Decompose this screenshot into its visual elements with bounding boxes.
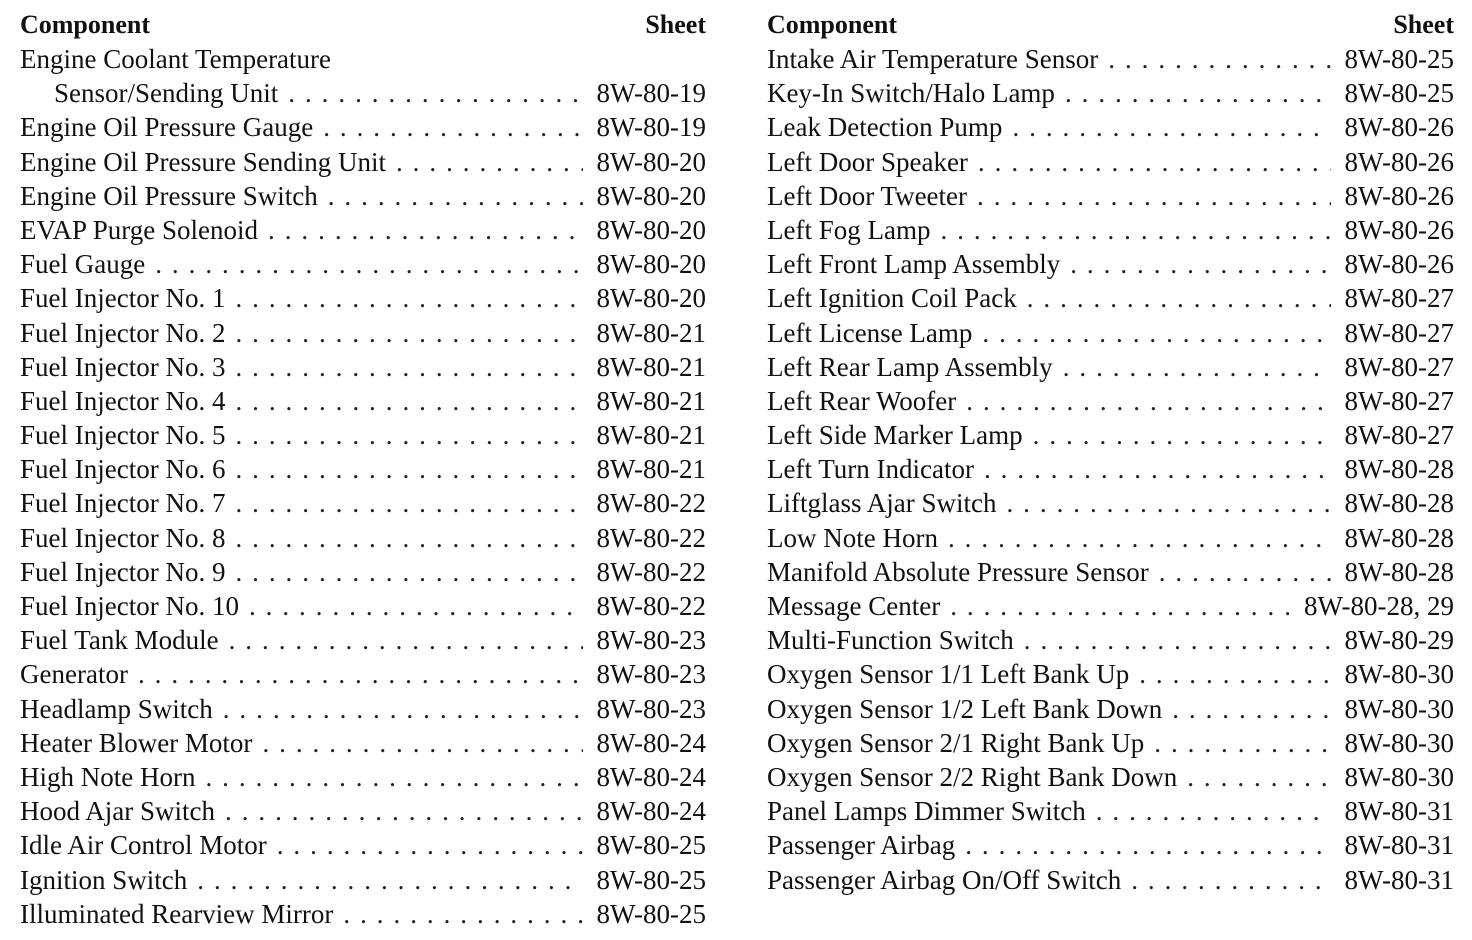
list-item [767,794,1454,828]
list-item [767,247,1454,281]
sheet-ref: 8W-80-20 [596,249,706,280]
component-name: Oxygen Sensor 1/2 Left Bank Down [767,693,1163,724]
list-item [767,179,1454,213]
leader-dots [323,110,582,144]
leader-dots [984,452,1331,486]
list-item [20,213,706,247]
sheet-ref: 8W-80-22 [596,488,706,519]
list-item [767,452,1454,486]
leader-dots [235,418,582,452]
sheet-ref: 8W-80-24 [596,761,706,792]
list-item [20,247,706,281]
list-item [767,760,1454,794]
right-column-header [767,8,1454,42]
sheet-ref: 8W-80-26 [1344,180,1454,211]
component-name: Fuel Injector No. 9 [20,556,226,587]
leader-dots [1131,863,1330,897]
sheet-ref: 8W-80-19 [596,78,706,109]
leader-dots [1033,418,1331,452]
sheet-ref: 8W-80-21 [596,454,706,485]
component-name: Message Center [767,591,941,621]
sheet-ref: 8W-80-20 [596,283,706,314]
list-item [20,42,706,76]
sheet-ref: 8W-80-23 [596,659,706,690]
sheet-ref: 8W-80-25 [596,830,706,861]
list-item [767,486,1454,520]
component-name: Oxygen Sensor 2/1 Right Bank Up [767,727,1145,758]
leader-dots [268,213,582,247]
leader-dots [262,726,582,760]
sheet-ref: 8W-80-24 [596,796,706,827]
leader-dots [1187,760,1330,794]
sheet-ref: 8W-80-20 [596,146,706,177]
sheet-ref: 8W-80-31 [1344,830,1454,861]
list-item [767,623,1454,657]
sheet-ref: 8W-80-27 [1344,385,1454,416]
sheet-ref: 8W-80-25 [596,864,706,895]
list-item [767,42,1454,76]
sheet-ref: 8W-80-25 [1344,44,1454,74]
list-item [20,350,706,384]
list-item [20,110,706,144]
list-item [767,863,1454,897]
list-item [20,76,706,110]
component-name: Panel Lamps Dimmer Switch [767,796,1086,827]
sheet-ref: 8W-80-25 [596,898,706,929]
component-name: Engine Oil Pressure Sending Unit [20,146,386,177]
right-column [767,8,1454,897]
component-name: Ignition Switch [20,864,188,895]
list-item [20,589,706,623]
sheet-ref: 8W-80-30 [1344,693,1454,724]
list-item [20,452,706,486]
component-name: Left Fog Lamp [767,214,931,245]
sheet-ref: 8W-80-28 [1344,556,1454,587]
component-name: Fuel Gauge [20,249,146,280]
sheet-ref: 8W-80-31 [1344,864,1454,895]
leader-dots [1065,76,1331,110]
list-item [767,384,1454,418]
list-item [20,863,706,897]
list-item [767,281,1454,315]
leader-dots [235,316,582,350]
leader-dots [1139,657,1330,691]
component-name: Manifold Absolute Pressure Sensor [767,556,1149,587]
component-name: Generator [20,659,128,690]
component-name: Fuel Injector No. 6 [20,454,226,485]
leader-dots [940,213,1330,247]
component-name: Passenger Airbag [767,830,956,861]
component-name: Oxygen Sensor 2/2 Right Bank Down [767,761,1178,792]
sheet-ref: 8W-80-27 [1344,420,1454,451]
sheet-ref: 8W-80-21 [596,420,706,451]
leader-dots [235,521,582,555]
list-item [20,692,706,726]
component-name: Left Front Lamp Assembly [767,249,1061,280]
left-column [20,8,706,931]
leader-dots [1096,794,1331,828]
list-item [20,179,706,213]
component-name: Multi-Function Switch [767,625,1014,656]
sheet-ref: 8W-80-19 [596,112,706,143]
component-name: Leak Detection Pump [767,112,1003,143]
leader-dots [1159,555,1331,589]
leader-dots [1063,350,1331,384]
component-name: Left License Lamp [767,317,973,348]
list-item [20,657,706,691]
component-name: Illuminated Rearview Mirror [20,898,334,929]
sheet-ref: 8W-80-31 [1344,796,1454,827]
sheet-ref: 8W-80-27 [1344,283,1454,314]
component-name: Intake Air Temperature Sensor [767,44,1099,74]
leader-dots [948,521,1331,555]
list-item [767,555,1454,589]
header-sheet: Sheet [645,10,706,39]
component-name: Heater Blower Motor [20,727,253,758]
component-name: Fuel Injector No. 5 [20,420,226,451]
leader-dots [288,76,582,110]
left-component-list [20,42,706,931]
leader-dots [235,452,582,486]
list-item [767,145,1454,179]
sheet-ref: 8W-80-28, 29 [1304,591,1454,621]
component-name: EVAP Purge Solenoid [20,214,259,245]
list-item [20,418,706,452]
sheet-ref: 8W-80-23 [596,625,706,656]
leader-dots [978,145,1331,179]
component-name: High Note Horn [20,761,196,792]
list-item [20,897,706,931]
leader-dots [277,828,583,862]
list-item [767,110,1454,144]
sheet-ref: 8W-80-22 [596,591,706,621]
list-item [767,692,1454,726]
component-name: Left Rear Woofer [767,385,957,416]
leader-dots [197,863,582,897]
right-component-list [767,42,1454,897]
leader-dots [235,555,582,589]
leader-dots [1070,247,1330,281]
list-item [767,828,1454,862]
leader-dots [1108,42,1330,76]
list-item [767,589,1454,623]
component-name: Left Side Marker Lamp [767,420,1023,451]
leader-dots [966,384,1330,418]
list-item [767,316,1454,350]
leader-dots [1027,281,1331,315]
list-item [20,726,706,760]
leader-dots [235,350,582,384]
sheet-ref: 8W-80-21 [596,351,706,382]
list-item [767,521,1454,555]
header-component: Component [767,10,898,39]
sheet-ref: 8W-80-30 [1344,659,1454,690]
sheet-ref: 8W-80-27 [1344,317,1454,348]
leader-dots [235,486,582,520]
leader-dots [1006,486,1330,520]
list-item [20,555,706,589]
component-name: Left Rear Lamp Assembly [767,351,1053,382]
component-name: Fuel Injector No. 4 [20,385,226,416]
component-name: Left Door Tweeter [767,180,968,211]
list-item [20,316,706,350]
component-name: Fuel Injector No. 10 [20,591,239,621]
leader-dots [223,692,583,726]
component-name: Fuel Injector No. 3 [20,351,226,382]
component-name: Headlamp Switch [20,693,213,724]
component-name: Hood Ajar Switch [20,796,215,827]
sheet-ref: 8W-80-28 [1344,488,1454,519]
sheet-ref: 8W-80-26 [1344,214,1454,245]
sheet-ref: 8W-80-23 [596,693,706,724]
component-name: Left Turn Indicator [767,454,974,485]
leader-dots [235,281,582,315]
list-item [20,794,706,828]
component-name: Left Door Speaker [767,146,968,177]
leader-dots [1024,623,1331,657]
sheet-ref: 8W-80-29 [1344,625,1454,656]
list-item [767,76,1454,110]
sheet-ref: 8W-80-21 [596,317,706,348]
list-item [20,384,706,418]
sheet-ref: 8W-80-28 [1344,454,1454,485]
header-sheet: Sheet [1393,10,1454,39]
leader-dots [343,897,582,931]
sheet-ref: 8W-80-26 [1344,146,1454,177]
leader-dots [1012,110,1330,144]
list-item [20,760,706,794]
leader-dots [155,247,582,281]
sheet-ref: 8W-80-20 [596,214,706,245]
list-item [767,418,1454,452]
component-name: Left Ignition Coil Pack [767,283,1017,314]
leader-dots [225,794,583,828]
sheet-ref: 8W-80-30 [1344,761,1454,792]
component-name: Fuel Tank Module [20,625,219,656]
sheet-ref: 8W-80-24 [596,727,706,758]
leader-dots [138,657,583,691]
leader-dots [1154,726,1330,760]
sheet-ref: 8W-80-27 [1344,351,1454,382]
leader-dots [205,760,582,794]
component-name: Low Note Horn [767,522,938,553]
list-item [20,145,706,179]
component-name: Fuel Injector No. 1 [20,283,226,314]
leader-dots [965,828,1330,862]
component-name: Oxygen Sensor 1/1 Left Bank Up [767,659,1130,690]
list-item [20,521,706,555]
list-item [20,281,706,315]
component-name: Fuel Injector No. 8 [20,522,226,553]
header-component: Component [20,10,151,39]
list-item [767,350,1454,384]
list-item [767,213,1454,247]
component-name: Liftglass Ajar Switch [767,488,997,519]
list-item [20,486,706,520]
leader-dots [235,384,582,418]
sheet-ref: 8W-80-26 [1344,249,1454,280]
component-name: Fuel Injector No. 7 [20,488,226,519]
list-item [767,657,1454,691]
list-item [767,726,1454,760]
leader-dots [982,316,1330,350]
sheet-ref: 8W-80-26 [1344,112,1454,143]
sheet-ref: 8W-80-30 [1344,727,1454,758]
list-item [20,828,706,862]
component-name: Fuel Injector No. 2 [20,317,226,348]
leader-dots [950,589,1290,623]
sheet-ref: 8W-80-22 [596,522,706,553]
sheet-ref: 8W-80-25 [1344,78,1454,109]
component-name: Engine Coolant Temperature [20,44,332,74]
component-name: Idle Air Control Motor [20,830,267,861]
leader-dots [249,589,583,623]
component-name: Key-In Switch/Halo Lamp [767,78,1055,109]
leader-dots [1172,692,1330,726]
sheet-ref: 8W-80-28 [1344,522,1454,553]
component-name: Passenger Airbag On/Off Switch [767,864,1122,895]
sheet-ref: 8W-80-21 [596,385,706,416]
leader-dots [229,623,583,657]
sheet-ref: 8W-80-22 [596,556,706,587]
left-column-header [20,8,706,42]
leader-dots [396,145,583,179]
sheet-ref: 8W-80-20 [596,180,706,211]
leader-dots [977,179,1330,213]
list-item [20,623,706,657]
component-name: Engine Oil Pressure Gauge [20,112,314,143]
leader-dots [328,179,583,213]
component-name: Engine Oil Pressure Switch [20,180,318,211]
component-name: Sensor/Sending Unit [54,78,279,109]
